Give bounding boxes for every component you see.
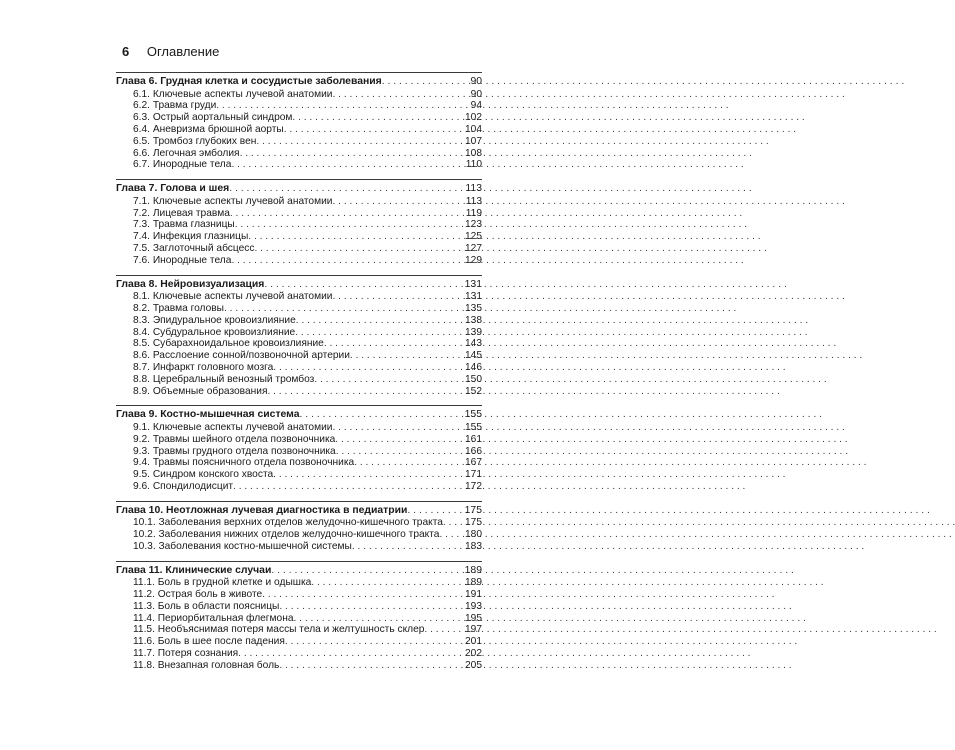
leader-dots (300, 409, 463, 422)
toc-section-row-title: 11.2. Острая боль в животе (133, 589, 263, 601)
toc-chapter-row-page: 131 (464, 278, 482, 290)
toc-section-row-title: 11.7. Потеря сознания (133, 648, 239, 660)
toc-section-row-title: 10.1. Заболевания верхних отделов желудочно-кишечного тракта (133, 517, 443, 529)
leader-dots (231, 159, 463, 171)
toc-section-row (116, 208, 482, 220)
header-title: Оглавление (146, 44, 220, 59)
toc-section-row (116, 422, 482, 434)
toc-section-row-title: 7.6. Инородные тела (133, 254, 232, 266)
leader-dots (336, 446, 463, 458)
toc-section-row-title: 9.5. Синдром конского хвоста (133, 469, 274, 481)
leader-dots (333, 291, 464, 303)
toc-section-row (116, 255, 482, 267)
toc-chapter-row-title: Глава 6. Грудная клетка и сосудистые заболевания (116, 76, 382, 87)
toc-section-row-title: 7.4. Инфекция глазницы (133, 231, 249, 243)
toc-section-row (116, 219, 482, 231)
toc-section-row (116, 327, 482, 339)
toc-chapter-row-title: Глава 9. Костно-мышечная система (116, 409, 300, 421)
toc-chapter-row-title: Глава 8. Нейровизуализация (116, 278, 265, 290)
toc-section-row-page: 131 (465, 291, 482, 303)
toc-section-row-title: 6.4. Аневризма брюшной аорты (133, 123, 284, 135)
toc-chapter-row (116, 565, 482, 578)
leader-dots (238, 648, 463, 660)
leader-dots (229, 183, 463, 196)
toc-chapter-row-title: Глава 11. Клинические случаи (116, 564, 272, 576)
toc-section-row-page: 138 (465, 314, 482, 326)
toc-section-row-title: 9.2. Травмы шейного отдела позвоночника (133, 433, 336, 445)
toc-section-row (116, 589, 482, 601)
toc-section-row-page: 201 (465, 636, 482, 648)
toc-chapter (116, 275, 482, 398)
toc-section-row-title: 11.8. Внезапная головная боль (133, 659, 280, 671)
toc-section-row-page: 129 (465, 254, 482, 266)
leader-dots (292, 112, 463, 124)
toc-section-row-page: 197 (465, 624, 482, 636)
toc-chapter-row (116, 279, 482, 292)
toc-section-row-title: 6.1. Ключевые аспекты лучевой анатомии (133, 88, 333, 100)
toc-section-row-page: 108 (465, 147, 482, 159)
toc-section-row-page: 107 (465, 135, 482, 147)
toc-section-row-title: 7.5. Заглоточный абсцесс (133, 242, 255, 254)
leader-dots (273, 362, 463, 374)
toc-section-row (116, 481, 482, 493)
toc-section-row (116, 315, 482, 327)
toc-section-row (116, 636, 482, 648)
toc-section-row (116, 148, 482, 160)
toc-chapter-row-title: Глава 10. Неотложная лучевая диагностика в педиатрии (116, 504, 408, 516)
leader-dots (443, 517, 463, 529)
toc-section-row (116, 291, 482, 303)
toc-section-row-page: 110 (465, 159, 482, 171)
toc-section-row (116, 613, 482, 625)
toc-section-row-page: 191 (465, 589, 482, 601)
page-number: 6 (122, 44, 130, 59)
toc-section-row-page: 195 (465, 612, 482, 624)
toc-section-row-title: 8.2. Травма головы (133, 302, 224, 314)
toc-chapter-row-title: Глава 7. Голова и шея (116, 183, 230, 195)
leader-dots (333, 89, 469, 101)
leader-dots (230, 208, 464, 220)
toc-section-row-page: 180 (465, 529, 482, 541)
toc-section-row-title: 8.3. Эпидуральное кровоизлияние (133, 314, 296, 326)
leader-dots (240, 148, 463, 160)
toc-section-row-page: 205 (465, 659, 482, 671)
toc-section-row-page: 146 (465, 361, 482, 373)
leader-dots (254, 243, 463, 255)
toc-section-row-title: 11.1. Боль в грудной клетке и одышка (133, 577, 312, 589)
leader-dots (382, 76, 469, 89)
toc-section-row-title: 8.7. Инфаркт головного мозга (133, 361, 274, 373)
toc-section-row-title: 7.1. Ключевые аспекты лучевой анатомии (133, 195, 333, 207)
toc-chapter (116, 561, 482, 672)
toc-section-row (116, 648, 482, 660)
toc-section-row-page: 193 (465, 600, 482, 612)
toc-section-row-page: 119 (465, 207, 482, 219)
toc-section-row (116, 196, 482, 208)
toc-section-row (116, 362, 482, 374)
toc-section-row (116, 529, 482, 541)
toc-section-row-page: 161 (465, 433, 482, 445)
toc-section-row-page: 189 (465, 577, 482, 589)
toc-section-row-page: 183 (465, 540, 482, 552)
toc-section-row-page: 167 (465, 457, 482, 469)
page-header (122, 44, 219, 59)
toc-section-row-page: 171 (465, 469, 482, 481)
toc-section-row-title: 11.5. Необъяснимая потеря массы тела и желтушность склер (133, 624, 425, 636)
leader-dots (314, 374, 463, 386)
leader-dots (296, 315, 463, 327)
toc-section-row-page: 127 (465, 242, 482, 254)
toc-section-row (116, 601, 482, 613)
toc-section-row-page: 94 (470, 100, 482, 112)
toc-section-row-title: 8.6. Расслоение сонной/позвоночной артерии (133, 350, 350, 362)
toc-section-row (116, 124, 482, 136)
leader-dots (264, 279, 462, 292)
toc-section-row-page: 139 (465, 326, 482, 338)
toc-section-row-title: 9.4. Травмы поясничного отдела позвоночника (133, 457, 355, 469)
leader-dots (224, 303, 463, 315)
toc-chapter-row-page: 113 (465, 183, 482, 195)
toc-chapter-row (116, 505, 482, 518)
leader-dots (273, 469, 463, 481)
leader-dots (335, 434, 463, 446)
toc-section-row (116, 386, 482, 398)
toc-section-row (116, 374, 482, 386)
toc-section-row-title: 6.5. Тромбоз глубоких вен (133, 135, 257, 147)
toc-section-row-title: 9.3. Травмы грудного отдела позвоночника (133, 445, 336, 457)
toc-section-row-title: 8.8. Церебральный венозный тромбоз (133, 373, 315, 385)
toc-section-row-title: 6.6. Легочная эмболия (133, 147, 240, 159)
toc-section-row (116, 457, 482, 469)
toc-section-row-page: 202 (465, 648, 482, 660)
leader-dots (271, 565, 462, 578)
leader-dots (216, 100, 468, 112)
leader-dots (333, 196, 464, 208)
leader-dots (256, 136, 463, 148)
leader-dots (294, 613, 464, 625)
toc-chapter (116, 72, 482, 171)
leader-dots (279, 601, 463, 613)
toc-section-row (116, 541, 482, 553)
toc-section-row-title: 9.1. Ключевые аспекты лучевой анатомии (133, 421, 333, 433)
leader-dots (333, 422, 464, 434)
leader-dots (267, 386, 463, 398)
toc-chapter-row (116, 76, 482, 89)
toc-section-row-page: 102 (465, 112, 482, 124)
toc-section-row (116, 112, 482, 124)
toc-section-row (116, 303, 482, 315)
leader-dots (352, 541, 463, 553)
toc-section-row (116, 136, 482, 148)
toc-section-row (116, 243, 482, 255)
toc-section-row-title: 7.2. Лицевая травма (133, 207, 230, 219)
toc-chapter-row-page: 90 (470, 76, 482, 87)
toc-chapter (116, 179, 482, 266)
toc-section-row (116, 231, 482, 243)
toc-section-row-page: 123 (465, 219, 482, 231)
toc-section-row-title: 6.2. Травма груди (133, 100, 217, 112)
toc-section-row-page: 135 (465, 302, 482, 314)
toc-section-row-page: 152 (465, 385, 482, 397)
toc-section-row-page: 150 (465, 373, 482, 385)
toc-section-row-title: 11.4. Периорбитальная флегмона (133, 612, 294, 624)
leader-dots (354, 457, 463, 469)
table-of-contents (116, 72, 482, 680)
toc-section-row-title: 10.2. Заболевания нижних отделов желудочно-кишечного тракта (133, 529, 440, 541)
toc-section-row (116, 434, 482, 446)
toc-section-row-title: 11.3. Боль в области поясницы (133, 600, 280, 612)
toc-section-row-page: 125 (465, 231, 482, 243)
toc-section-row-title: 8.9. Объемные образования (133, 385, 268, 397)
leader-dots (311, 577, 463, 589)
toc-section-row-title: 10.3. Заболевания костно-мышечной системы (133, 540, 352, 552)
leader-dots (262, 589, 463, 601)
leader-dots (233, 481, 463, 493)
toc-section-row (116, 660, 482, 672)
toc-section-row-title: 7.3. Травма глазницы (133, 219, 235, 231)
toc-section-row (116, 577, 482, 589)
leader-dots (324, 338, 463, 350)
toc-section-row-page: 172 (465, 480, 482, 492)
toc-section-row (116, 517, 482, 529)
leader-dots (350, 350, 463, 362)
toc-section-row-title: 6.3. Острый аортальный синдром (133, 112, 293, 124)
toc-chapter-row (116, 409, 482, 422)
toc-section-row (116, 338, 482, 350)
toc-section-row-title: 8.5. Субарахноидальное кровоизлияние (133, 338, 324, 350)
leader-dots (231, 255, 463, 267)
leader-dots (285, 636, 463, 648)
leader-dots (248, 231, 463, 243)
toc-section-row-title: 6.7. Инородные тела (133, 159, 232, 171)
toc-section-row-title: 8.4. Субдуральное кровоизлияние (133, 326, 296, 338)
leader-dots (439, 529, 463, 541)
toc-chapter (116, 405, 482, 492)
toc-section-row (116, 89, 482, 101)
toc-section-row-title: 9.6. Спондилодисцит (133, 480, 234, 492)
toc-chapter-row-page: 155 (464, 409, 482, 421)
toc-section-row-page: 113 (465, 195, 482, 207)
toc-chapter-row (116, 183, 482, 196)
toc-section-row (116, 469, 482, 481)
leader-dots (424, 624, 463, 636)
leader-dots (279, 660, 463, 672)
toc-section-row (116, 624, 482, 636)
toc-section-row (116, 100, 482, 112)
toc-chapter-row-page: 189 (464, 564, 482, 576)
toc-section-row-page: 104 (465, 123, 482, 135)
toc-section-row (116, 350, 482, 362)
toc-section-row (116, 446, 482, 458)
toc-section-row-title: 8.1. Ключевые аспекты лучевой анатомии (133, 291, 333, 303)
toc-section-row-page: 166 (465, 445, 482, 457)
leader-dots (407, 505, 462, 518)
toc-section-row-page: 90 (470, 88, 482, 100)
toc-chapter (116, 501, 482, 553)
toc-section-row-page: 145 (465, 350, 482, 362)
toc-section-row-page: 175 (465, 517, 482, 529)
toc-section-row (116, 159, 482, 171)
leader-dots (235, 219, 463, 231)
toc-section-row-page: 155 (465, 421, 482, 433)
leader-dots (295, 327, 463, 339)
leader-dots (284, 124, 463, 136)
toc-chapter-row-page: 175 (464, 504, 482, 516)
toc-section-row-page: 143 (465, 338, 482, 350)
toc-section-row-title: 11.6. Боль в шее после падения (133, 636, 285, 648)
